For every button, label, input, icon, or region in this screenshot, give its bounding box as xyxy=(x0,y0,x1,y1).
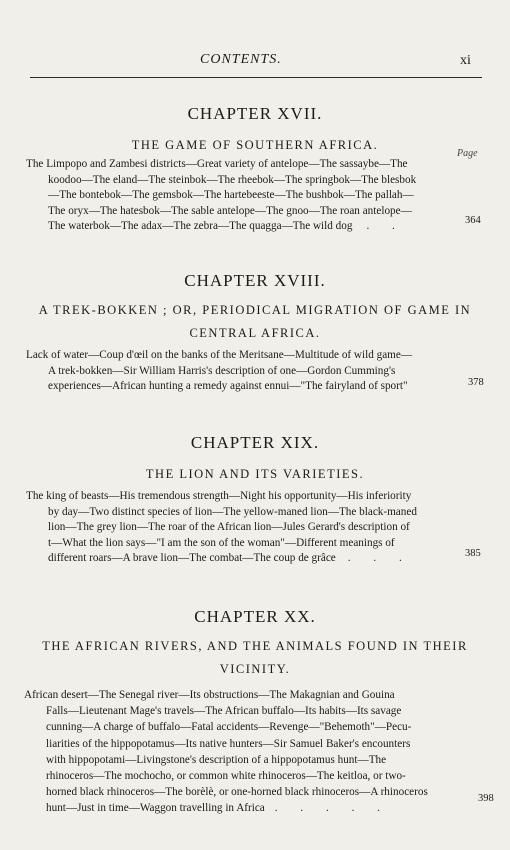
chapter-xviii xyxy=(0,271,510,345)
chapter-title: CHAPTER XX. xyxy=(194,607,316,626)
chapter-subtitle: THE GAME OF SOUTHERN AFRICA. xyxy=(131,138,379,152)
header-rule xyxy=(30,77,482,78)
chapter-summary xyxy=(26,348,456,395)
chapter-xvii xyxy=(0,104,510,157)
summary-line: African desert—The Senegal river—Its obstructions—The Makagnian and Gouina xyxy=(24,689,395,701)
summary-line-text: The waterbok—The adax—The zebra—The quagga—The wild dog xyxy=(48,220,353,232)
summary-line: cunning—A charge of buffalo—Fatal accidents—Revenge—"Behemoth"—Pecu- xyxy=(46,721,412,734)
summary-line: Falls—Lieutenant Mage's travels—The African buffalo—Its habits—Its savage xyxy=(46,705,402,718)
chapter-page-number: 385 xyxy=(465,548,481,559)
chapter-summary xyxy=(26,489,456,567)
summary-line: horned black rhinoceros—The borèlè, or one-horned black rhinoceros—A rhinoceros xyxy=(46,786,428,799)
summary-line: The Limpopo and Zambesi districts—Great variety of antelope—The sassaybe—The xyxy=(26,158,408,170)
summary-line: with hippopotami—Livingstone's description of a hippopotamus hunt—The xyxy=(46,753,387,766)
summary-line: hunt—Just in time—Waggon travelling in Africa . . . . . xyxy=(46,802,390,815)
chapter-summary xyxy=(24,687,464,817)
summary-line: lion—The grey lion—The roar of the African lion—Jules Gerard's description of xyxy=(48,521,410,533)
summary-line: rhinoceros—The mochocho, or common white rhinoceros—The keitloa, or two- xyxy=(46,770,406,783)
summary-line: different roars—A brave lion—The combat—The coup de grâce . . . xyxy=(48,552,412,564)
chapter-subtitle: VICINITY. xyxy=(219,662,291,676)
chapter-title: CHAPTER XVIII. xyxy=(184,271,326,290)
chapter-subtitle: CENTRAL AFRICA. xyxy=(189,326,321,340)
summary-line-text: hunt—Just in time—Waggon travelling in Africa xyxy=(46,802,265,815)
summary-line: A trek-bokken—Sir William Harris's description of one—Gordon Cumming's xyxy=(48,364,396,377)
summary-line: t—What the lion says—"I am the son of the woman"—Different meanings of xyxy=(48,536,395,549)
summary-line: The king of beasts—His tremendous strength—Night his opportunity—His inferiority xyxy=(26,490,412,502)
summary-line: —The bontebok—The gemsbok—The hartebeeste—The bushbok—The pallah— xyxy=(48,189,414,201)
chapter-xix xyxy=(0,433,510,486)
chapter-page-number: 364 xyxy=(465,215,481,226)
chapter-page-number: 398 xyxy=(478,793,494,804)
chapter-page-number: 378 xyxy=(468,377,484,388)
running-head-page-number: xi xyxy=(460,53,471,68)
chapter-title: CHAPTER XVII. xyxy=(187,104,323,123)
chapter-subtitle: THE LION AND ITS VARIETIES. xyxy=(145,467,365,481)
chapter-subtitle: THE AFRICAN RIVERS, AND THE ANIMALS FOUND IN THEIR xyxy=(42,639,468,653)
summary-line: experiences—African hunting a remedy against ennui—"The fairyland of sport" xyxy=(48,380,408,392)
chapter-title: CHAPTER XIX. xyxy=(190,433,320,452)
running-head-title: CONTENTS. xyxy=(200,52,282,67)
summary-line: by day—Two distinct species of lion—The yellow-maned lion—The black-maned xyxy=(48,505,417,518)
summary-line: Lack of water—Coup d'œil on the banks of the Meritsane—Multitude of wild game— xyxy=(26,349,413,361)
page-column-label: Page xyxy=(457,148,478,159)
summary-line: The oryx—The hatesbok—The sable antelope—The gnoo—The roan antelope— xyxy=(48,204,412,217)
chapter-summary xyxy=(26,157,456,235)
summary-line: The waterbok—The adax—The zebra—The quagga—The wild dog . . xyxy=(48,220,405,232)
summary-line: liarities of the hippopotamus—Its native hunters—Sir Samuel Baker's encounters xyxy=(46,737,411,750)
summary-line: koodoo—The eland—The steinbok—The rheebok—The springbok—The blesbok xyxy=(48,173,417,186)
summary-line-text: different roars—A brave lion—The combat—The coup de grâce xyxy=(48,552,336,564)
running-head xyxy=(0,52,510,72)
chapter-xx xyxy=(0,607,510,681)
chapter-subtitle: A TREK-BOKKEN ; OR, PERIODICAL MIGRATION OF GAME IN xyxy=(38,303,472,317)
